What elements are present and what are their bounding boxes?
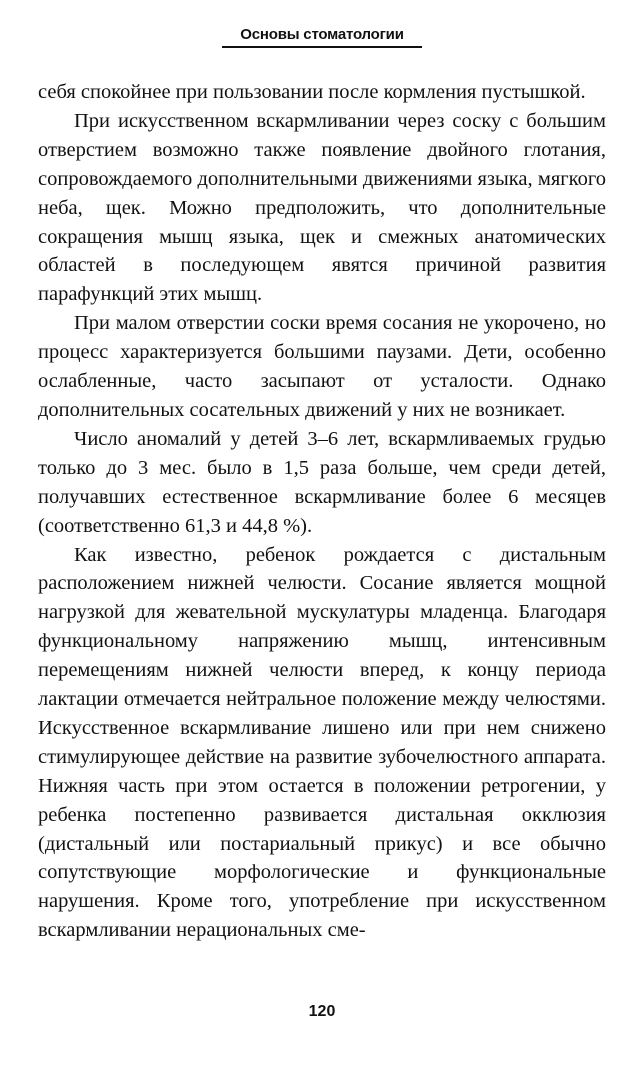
paragraph-continuation: себя спокойнее при пользовании после кормления пустышкой. [38,81,586,103]
header-underline [222,46,422,48]
running-header [0,26,644,43]
body-text [38,78,606,945]
paragraph: При малом отверстии соски время сосания не укорочено, но процесс характеризуется большими паузами. Дети, особенно ослабленные, часто засыпают от усталости. Однако дополнительных сосательных движений у них не возникает. [38,312,606,421]
paragraph: Как известно, ребенок рождается с дистальным расположением нижней челюсти. Сосание является мощной нагрузкой для жевательной мускулатуры младенца. Благодаря функциональному напряжению мышц, интенсивным перемещениям нижней челюсти вперед, к концу периода лактации отмечается нейтральное положение между челюстями. Искусственное вскармливание лишено или при нем снижено стимулирующее действие на развитие зубочелюстного аппарата. Нижняя часть при этом остается в положении ретрогении, у ребенка постепенно развивается дистальная окклюзия (дистальный или постариальный прикус) и все обычно сопутствующие морфологические и функциональные нарушения. Кроме того, употребление при искусственном вскармливании нерациональных сме- [38,543,606,942]
running-header-title: Основы стоматологии [240,26,404,43]
paragraph: Число аномалий у детей 3–6 лет, вскармливаемых грудью только до 3 мес. было в 1,5 раза больше, чем среди детей, получавших естественное вскармливание более 6 месяцев (соответственно 61,3 и 44,8 %). [38,427,606,537]
paragraph: При искусственном вскармливании через соску с большим отверстием возможно также появление двойного глотания, сопровождаемого дополнительными движениями языка, мягкого неба, щек. Можно предположить, что дополнительные сокращения мышц языка, щек и смежных анатомических областей в последующем явятся причиной развития парафункций этих мышц. [38,109,606,306]
page-number: 120 [308,1003,336,1020]
